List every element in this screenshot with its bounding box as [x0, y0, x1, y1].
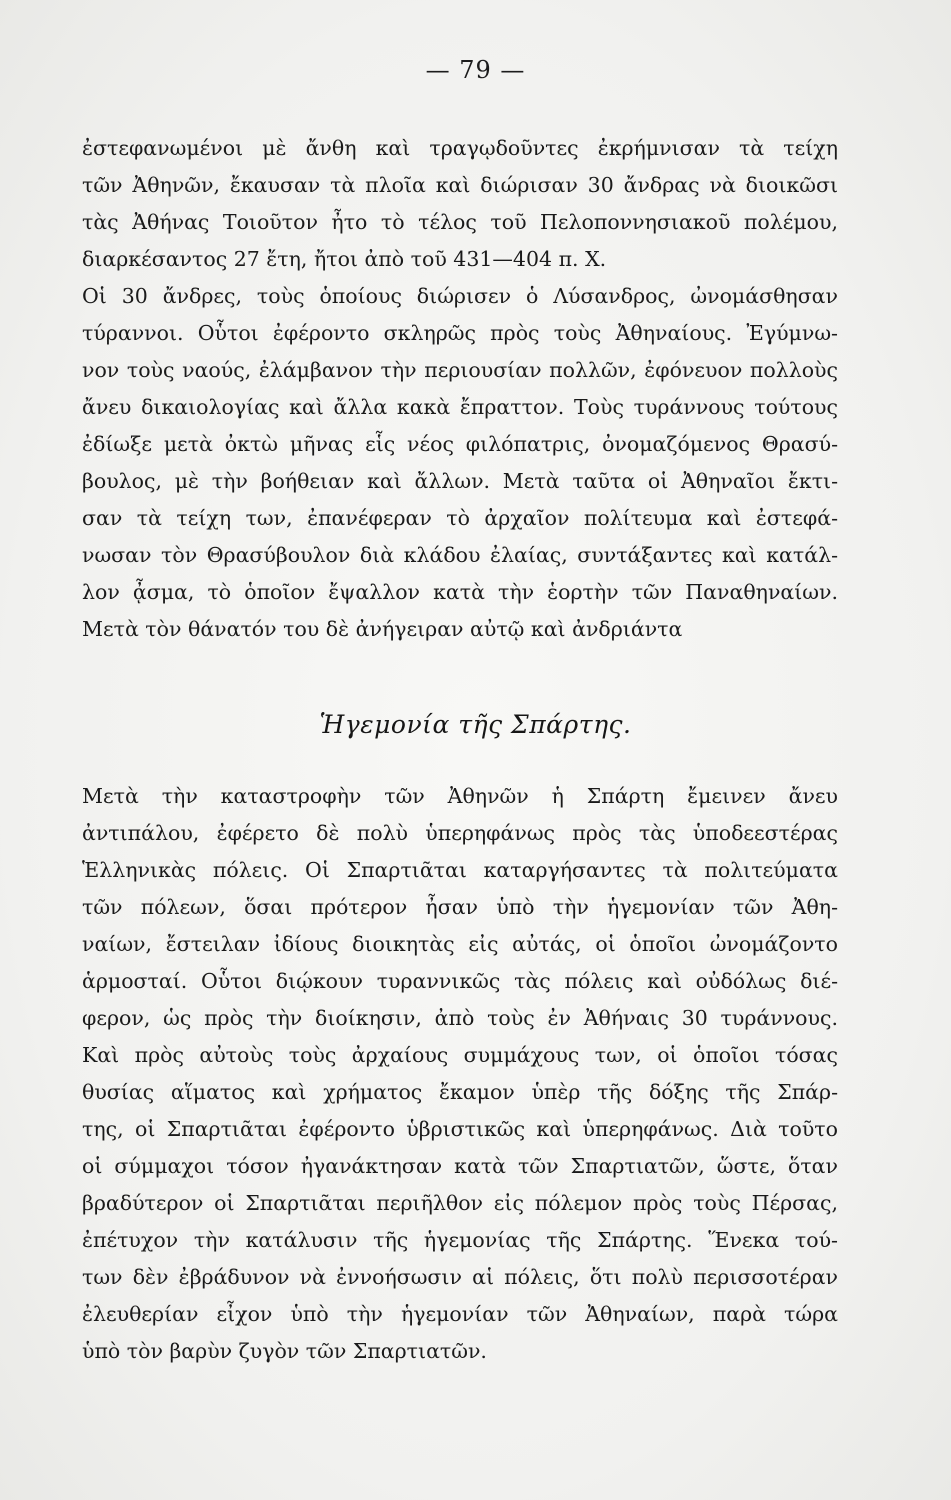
text-line: ἐπέτυχον τὴν κατάλυσιν τῆς ἡγεμονίας τῆς Σπάρτης. Ἕνεκα τού-: [82, 1228, 838, 1252]
text-line: τῶν πόλεων, ὅσαι πρότερον ἦσαν ὑπὸ τὴν ἡγεμονίαν τῶν Ἀθη-: [82, 895, 838, 919]
text-line: θυσίας αἵματος καὶ χρήματος ἔκαμον ὑπὲρ τῆς δόξης τῆς Σπάρ-: [82, 1080, 838, 1104]
text-line: Μετὰ τὸν θάνατόν του δὲ ἀνήγειραν αὐτῷ καὶ ἀνδριάντα: [82, 617, 683, 641]
text-line: Μετὰ τὴν καταστροφὴν τῶν Ἀθηνῶν ἡ Σπάρτη ἔμεινεν ἄνευ: [82, 784, 838, 808]
text-line: φερον, ὡς πρὸς τὴν διοίκησιν, ἀπὸ τοὺς ἐν Ἀθήναις 30 τυράννους.: [82, 1006, 838, 1030]
text-line: ἐδίωξε μετὰ ὀκτὼ μῆνας εἷς νέος φιλόπατρις, ὀνομαζόμενος Θρασύ-: [82, 432, 838, 456]
text-line: Οἱ 30 ἄνδρες, τοὺς ὁποίους διώρισεν ὁ Λύσανδρος, ὠνομάσθησαν: [82, 284, 838, 308]
text-line: νον τοὺς ναούς, ἐλάμβανον τὴν περιουσίαν πολλῶν, ἐφόνευον πολλοὺς: [82, 358, 838, 382]
text-line: ναίων, ἔστειλαν ἰδίους διοικητὰς εἰς αὐτάς, οἱ ὁποῖοι ὠνομάζοντο: [82, 932, 838, 956]
text-line: λον ᾆσμα, τὸ ὁποῖον ἔψαλλον κατὰ τὴν ἑορτὴν τῶν Παναθηναίων.: [82, 580, 838, 604]
paragraph-2: [82, 778, 838, 1370]
text-line: Ἑλληνικὰς πόλεις. Οἱ Σπαρτιᾶται καταργήσαντες τὰ πολιτεύματα: [82, 858, 838, 882]
page-number: — 79 —: [425, 56, 526, 84]
text-line: της, οἱ Σπαρτιᾶται ἐφέροντο ὑβριστικῶς καὶ ὑπερηφάνως. Διὰ τοῦτο: [82, 1117, 838, 1141]
paragraph-1: [82, 130, 838, 648]
text-line: νωσαν τὸν Θρασύβουλον διὰ κλάδου ἐλαίας, συντάξαντες καὶ κατάλ-: [82, 543, 838, 567]
text-line: βουλος, μὲ τὴν βοήθειαν καὶ ἄλλων. Μετὰ ταῦτα οἱ Ἀθηναῖοι ἔκτι-: [82, 469, 838, 493]
text-line: διαρκέσαντος 27 ἔτη, ἤτοι ἀπὸ τοῦ 431—404 π. Χ.: [82, 247, 607, 271]
text-line: τῶν Ἀθηνῶν, ἔκαυσαν τὰ πλοῖα καὶ διώρισαν 30 ἄνδρας νὰ διοικῶσι: [82, 173, 838, 197]
text-line: ἀντιπάλου, ἐφέρετο δὲ πολὺ ὑπερηφάνως πρὸς τὰς ὑποδεεστέρας: [82, 821, 838, 845]
text-line: ἄνευ δικαιολογίας καὶ ἄλλα κακὰ ἔπραττον. Τοὺς τυράννους τούτους: [82, 395, 838, 419]
text-line: των δὲν ἐβράδυνον νὰ ἐννοήσωσιν αἱ πόλεις, ὅτι πολὺ περισσοτέραν: [82, 1265, 838, 1289]
text-line: ἁρμοσταί. Οὗτοι διῴκουν τυραννικῶς τὰς πόλεις καὶ οὐδόλως διέ-: [82, 969, 838, 993]
text-line: σαν τὰ τείχη των, ἐπανέφεραν τὸ ἀρχαῖον πολίτευμα καὶ ἐστεφά-: [82, 506, 838, 530]
text-line: οἱ σύμμαχοι τόσον ἠγανάκτησαν κατὰ τῶν Σπαρτιατῶν, ὥστε, ὅταν: [82, 1154, 838, 1178]
text-line: βραδύτερον οἱ Σπαρτιᾶται περιῆλθον εἰς πόλεμον πρὸς τοὺς Πέρσας,: [82, 1191, 838, 1215]
text-line: Καὶ πρὸς αὐτοὺς τοὺς ἀρχαίους συμμάχους των, οἱ ὁποῖοι τόσας: [82, 1043, 838, 1067]
text-line: τύραννοι. Οὗτοι ἐφέροντο σκληρῶς πρὸς τοὺς Ἀθηναίους. Ἐγύμνω-: [82, 321, 838, 345]
text-line: ἐλευθερίαν εἶχον ὑπὸ τὴν ἡγεμονίαν τῶν Ἀθηναίων, παρὰ τώρα: [82, 1302, 838, 1326]
section-heading: Ἡγεμονία τῆς Σπάρτης.: [319, 710, 632, 739]
text-line: τὰς Ἀθήνας Τοιοῦτον ἦτο τὸ τέλος τοῦ Πελοποννησιακοῦ πολέμου,: [82, 210, 838, 234]
text-line: ὑπὸ τὸν βαρὺν ζυγὸν τῶν Σπαρτιατῶν.: [82, 1339, 487, 1363]
text-line: ἐστεφανωμένοι μὲ ἄνθη καὶ τραγῳδοῦντες ἐκρήμνισαν τὰ τείχη: [82, 136, 838, 160]
